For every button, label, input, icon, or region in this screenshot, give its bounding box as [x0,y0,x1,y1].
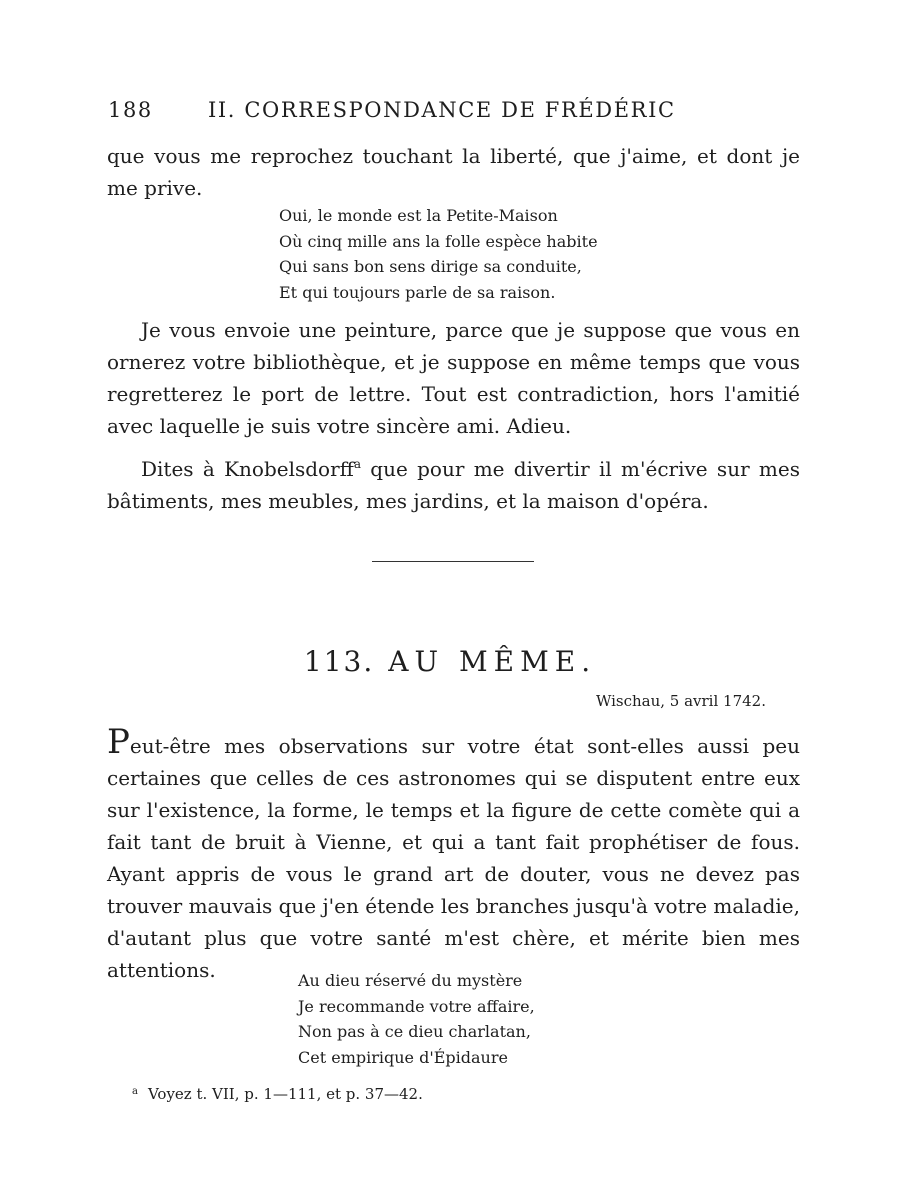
letter-body [107,722,800,986]
continuation-paragraph [107,140,800,204]
dateline: Wischau, 5 avril 1742. [595,692,766,710]
letter-number: 113. [303,645,375,678]
verse-line: Où cinq mille ans la folle espèce habite [279,231,598,251]
drop-cap: P [107,722,130,762]
letter-heading [0,645,900,678]
verse-line: Au dieu réservé du mystère [298,971,523,990]
running-header [108,98,808,122]
paragraph-knobelsdorff [107,453,800,517]
verse-stanza-1 [279,203,598,305]
footnote [132,1085,423,1103]
paragraph-peinture [107,314,800,442]
verse-line: Oui, le monde est la Petite-Maison [279,206,558,225]
footnote-text: Voyez t. VII, p. 1—111, et p. 37—42. [147,1085,423,1103]
verse-line: Cet empirique d'Épidaure [298,1047,508,1067]
paragraph-text: Je vous envoie une peinture, parce que je suppose que vous en ornerez votre bibliothèque, et je suppose en même temps que vous regretterez le port de lettre. Tout est contradiction, hors l'amitié avec laquelle je suis votre sincère ami. Adieu. [107,318,800,438]
paragraph-text [107,453,800,517]
verse-line: Et qui toujours parle de sa raison. [279,282,556,302]
paragraph-text [107,722,800,986]
paragraph-end: que pour me divertir il m'écrive sur mes bâtiments, mes meubles, mes jardins, et la maison d'opéra. [107,457,800,513]
footnote-reference: a [353,457,362,471]
section-divider [372,561,534,562]
verse-line: Qui sans bon sens dirige sa conduite, [279,257,582,276]
letter-title: AU MÊME. [388,645,597,678]
paragraph-start: Dites à Knobelsdorff [141,457,354,481]
verse-stanza-2 [298,968,535,1070]
paragraph-text: que vous me reprochez touchant la liberté, que j'aime, et dont je me prive. [107,144,800,200]
letter-body-text: eut-être mes observations sur votre état sont-elles aussi peu certaines que celles de ces astronomes qui se disputent entre eux sur l'existence, la forme, le temps et la figure de cette comète qui a fait tant de bruit à Vienne, et qui a tant fait prophétiser de fous. Ayant appris de vous le grand art de douter, vous ne devez pas trouver mauvais que j'en étende les branches jusqu'à votre maladie, d'autant plus que votre santé m'est chère, et mérite bien mes attentions. [107,734,800,982]
verse-line: Non pas à ce dieu charlatan, [298,1022,531,1041]
running-title: II. CORRESPONDANCE DE FRÉDÉRIC [208,98,676,122]
footnote-mark: a [132,1086,138,1097]
verse-line: Je recommande votre affaire, [298,996,535,1016]
page-number: 188 [108,98,153,122]
